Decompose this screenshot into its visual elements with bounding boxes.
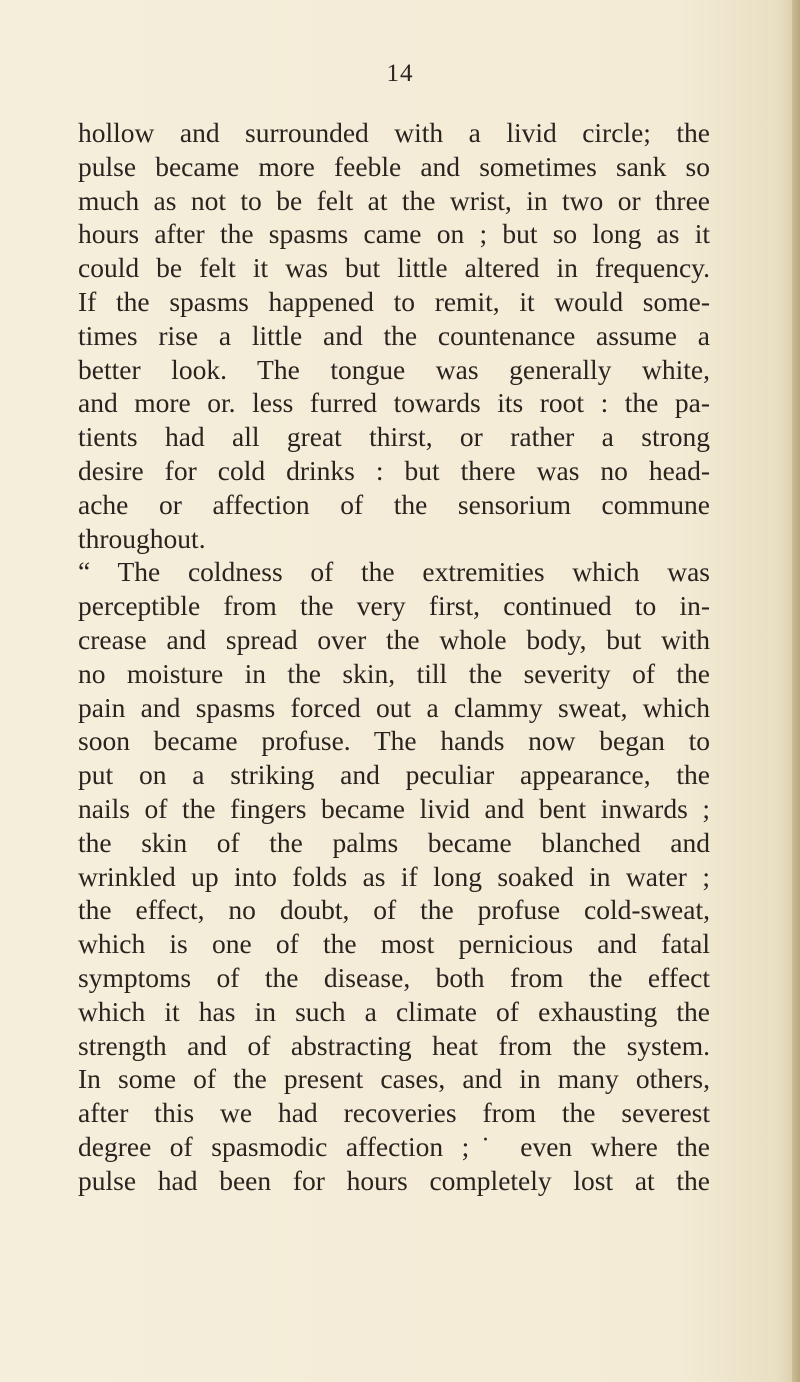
- text-line: soon became profuse. The hands now began to: [78, 725, 710, 757]
- text-line: could be felt it was but little altered in frequency.: [78, 252, 710, 284]
- text-line: nails of the fingers became livid and bent inwards ;: [78, 792, 710, 824]
- text-line: In some of the present cases, and in many others,: [78, 1063, 710, 1095]
- text-line: pulse had been for hours completely lost at the: [78, 1164, 710, 1196]
- text-line: throughout.: [78, 522, 206, 554]
- text-line: wrinkled up into folds as if long soaked in water ;: [78, 860, 710, 892]
- text-line: better look. The tongue was generally white,: [78, 353, 710, 385]
- text-line: pain and spasms forced out a clammy sweat, which: [78, 691, 710, 723]
- text-line: put on a striking and peculiar appearance, the: [78, 759, 710, 791]
- body-text: [78, 116, 710, 1198]
- text-line: ache or affection of the sensorium commune: [78, 488, 710, 520]
- text-line: pulse became more feeble and sometimes sank so: [78, 150, 710, 182]
- text-line: hours after the spasms came on ; but so long as it: [78, 218, 710, 250]
- text-line: no moisture in the skin, till the severity of the: [78, 657, 710, 689]
- text-line: degree of spasmodic affection ;˙ even where the: [78, 1130, 710, 1162]
- text-line: after this we had recoveries from the severest: [78, 1097, 710, 1129]
- text-line: times rise a little and the countenance assume a: [78, 319, 710, 351]
- text-line: much as not to be felt at the wrist, in two or three: [78, 184, 710, 216]
- text-line: the skin of the palms became blanched and: [78, 826, 710, 858]
- page-edge-shadow: [792, 0, 800, 1382]
- text-line: the effect, no doubt, of the profuse cold-sweat,: [78, 894, 710, 926]
- text-line: and more or. less furred towards its root : the pa-: [78, 387, 710, 419]
- text-line: symptoms of the disease, both from the effect: [78, 961, 710, 993]
- text-line: which is one of the most pernicious and fatal: [78, 928, 710, 960]
- text-line: crease and spread over the whole body, but with: [78, 623, 710, 655]
- text-line: desire for cold drinks : but there was no head-: [78, 454, 710, 486]
- text-line: hollow and surrounded with a livid circle; the: [78, 117, 710, 148]
- text-line: tients had all great thirst, or rather a strong: [78, 421, 710, 453]
- page-number: 14: [386, 60, 414, 87]
- text-line: strength and of abstracting heat from the system.: [78, 1029, 710, 1061]
- text-line: “ The coldness of the extremities which was: [78, 556, 710, 588]
- text-line: perceptible from the very first, continued to in-: [78, 590, 710, 622]
- text-line: which it has in such a climate of exhausting the: [78, 995, 710, 1027]
- text-line: If the spasms happened to remit, it would some-: [78, 285, 710, 317]
